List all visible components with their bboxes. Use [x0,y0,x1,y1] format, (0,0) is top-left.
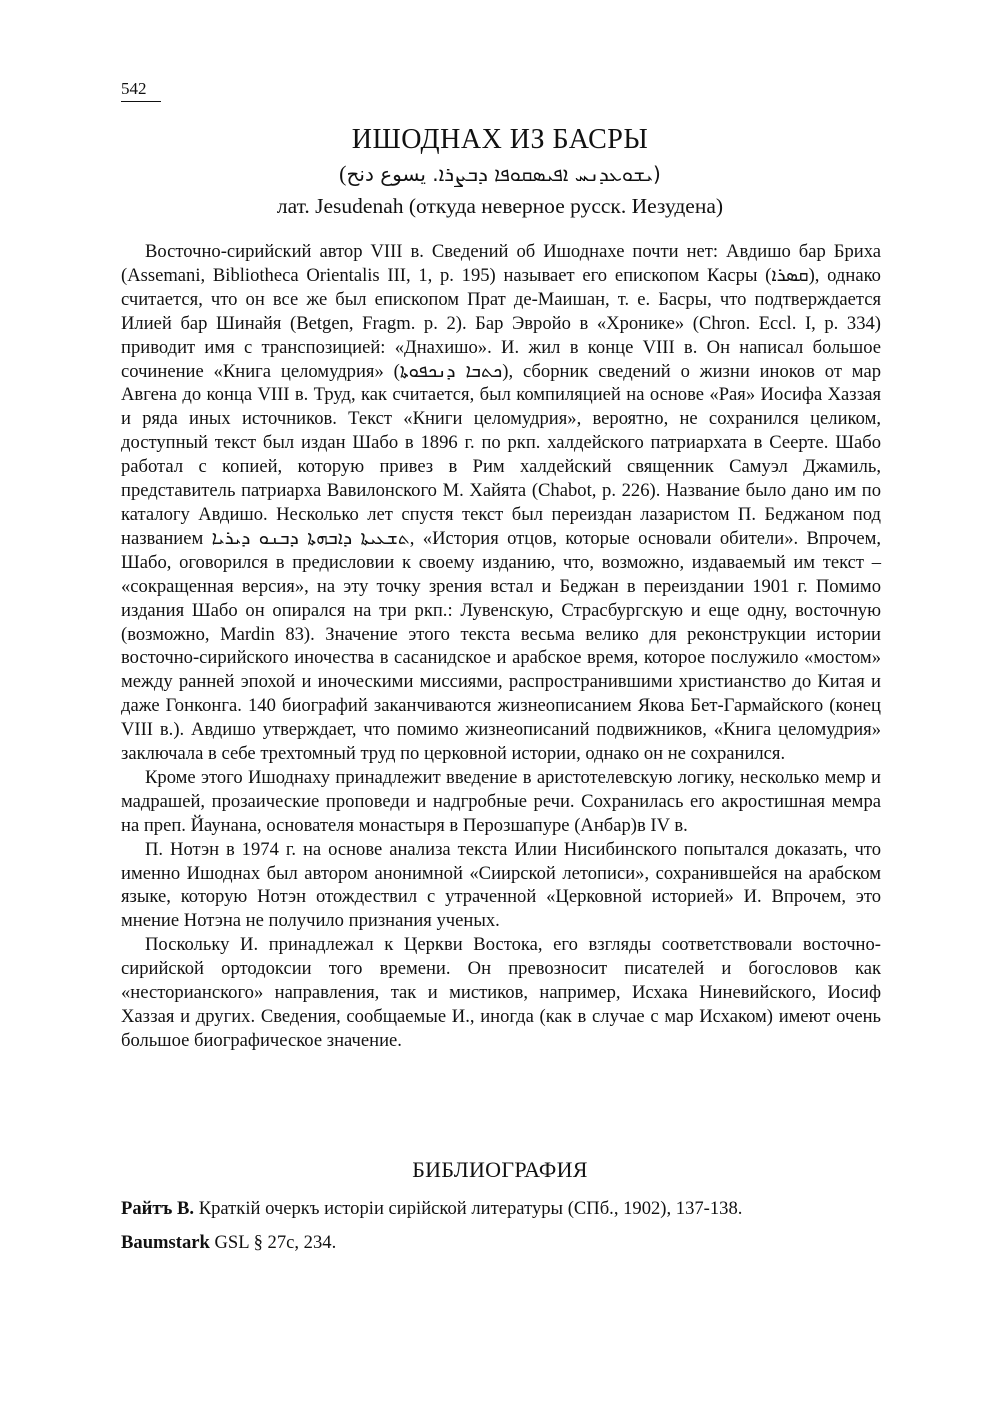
latin-name-line: лат. Jesudenah (откуда неверное русск. Иезудена) [276,194,724,218]
bibliography-text: GSL § 27c, 234. [209,1232,337,1253]
body-paragraph-4: Поскольку И. принадлежал к Церкви Востока, его взгляды соответствовали восточно-сирийской ортодоксии того времени. Он превозносит писателей и богословов как «несторианского» направления, так и мистиков, например, Исхака Ниневийского, Иосиф Хаззая и других. Сведения, сообщаемые И., иногда (как в случае с мар Исхаком) имеют очень большое биографическое значение. [121,934,881,1051]
body-paragraph-3: П. Нотэн в 1974 г. на основе анализа текста Илии Нисибинского попытался доказать, что именно Ишоднах был автором анонимной «Сиирской летописи», сохранившейся на арабском языке, которую Нотэн отождествил с утраченной «Церковной историей» И. Впрочем, это мнение Нотэна не получило признания ученых. [121,838,881,932]
bibliography-heading: БИБЛИОГРАФИЯ [412,1157,588,1182]
bibliography-entry [121,1197,881,1220]
syriac-name: ܝܫܘܥܕܢܚ ܐܦܝܣܩܘܦܐ ܕܒܨܪܐ. [432,162,653,186]
body-paragraph-2: Кроме этого Ишоднаху принадлежит введение в аристотелевскую логику, несколько мемр и мадрашей, прозаические проповеди и надгробные речи. Сохранилась его акростишная мемра на преп. Йаунана, основателя монастыря в Перозшапуре (Анбар)в IV в. [121,766,881,836]
body-paragraph-1: Восточно-сирийский автор VIII в. Сведений об Ишоднахе почти нет: Авдишо бар Бриха (Assemani, Bibliotheca Orientalis III, 1, p. 195) называет его епископом Касры (ܩܣܪܐ), однако считается, что он все же был епископом Прат де-Маишан, т. е. Басры, что подтверждается Илией бар Шинайя (Betgen, Fragm. p. 2). Бар Эвройо в «Хронике» (Chron. Eccl. I, p. 334) приводит имя с транспозицией: «Днахишо». И. жил в конце VIII в. Он написал большое сочинение «Книга целомудрия» (ܟܬܒܐ ܕܢܟܦܘܬܐ), сборник сведений о жизни иноков от мар Авгена до конца VIII в. Труд, как считается, был компиляцией на основе «Рая» Иосифа Хаззая и ряда иных источников. Текст «Книги целомудрия», вероятно, не сохранился целиком, доступный текст был издан Шабо в 1896 г. по ркп. халдейского патриархата в Сеерте. Шабо работал с копией, которую привез в Рим халдейский священник Самуэл Джамиль, представитель патриарха Вавилонского М. Хайята (Chabot, p. 226). Название было дано им по каталогу Авдишо. Несколько лет спустя текст был переиздан лазаристом П. Беджаном под названием ܬܫܥܝܬܐ ܕܐܒܗܬܐ ܕܒܢܘ ܕܝܪܝܐ, «История отцов, которые основали обители». Впрочем, Шабо, оговорился в предисловии к своему изданию, что, возможно, издаваемый им текст – «сокращенная версия», на эту точку зрения встал и Беджан в переиздании 1901 г. Помимо издания Шабо он опирался на три ркп.: Лувенскую, Страсбургскую и еще одну, восточную (возможно, Mardin 83). Значение этого текста весьма велико для реконструкции истории восточно-сирийского иночества в сасанидское и арабское время, которое послужило «мостом» между ранней эпохой и иноческими миссиями, распространившими христианство до Китая и даже Гонконга. 140 биографий заканчиваются жизнеописанием Якова Бет-Гармайского (конец VIII в.). Авдишо утверждает, что помимо жизнеописаний подвижников, «Книга целомудрия» заключала в себе трехтомный труд по церковной истории, однако он не сохранился. [121,241,881,765]
bibliography-entry [121,1231,881,1254]
article-title: ИШОДНАХ ИЗ БАСРЫ [351,124,649,155]
article-body [121,240,881,1053]
syriac-name-line [0,161,1000,187]
bibliography-list [121,1197,881,1265]
arabic-name: يسوع دنح) [346,162,661,186]
bibliography-author: Baumstark [121,1232,210,1253]
syriac-open-paren: ( [339,161,347,186]
page-number: 542 [121,79,161,102]
bibliography-author: Райтъ В. [121,1198,195,1219]
bibliography-text: Краткій очеркъ исторіи сирійской литературы (СПб., 1902), 137-138. [194,1198,743,1219]
